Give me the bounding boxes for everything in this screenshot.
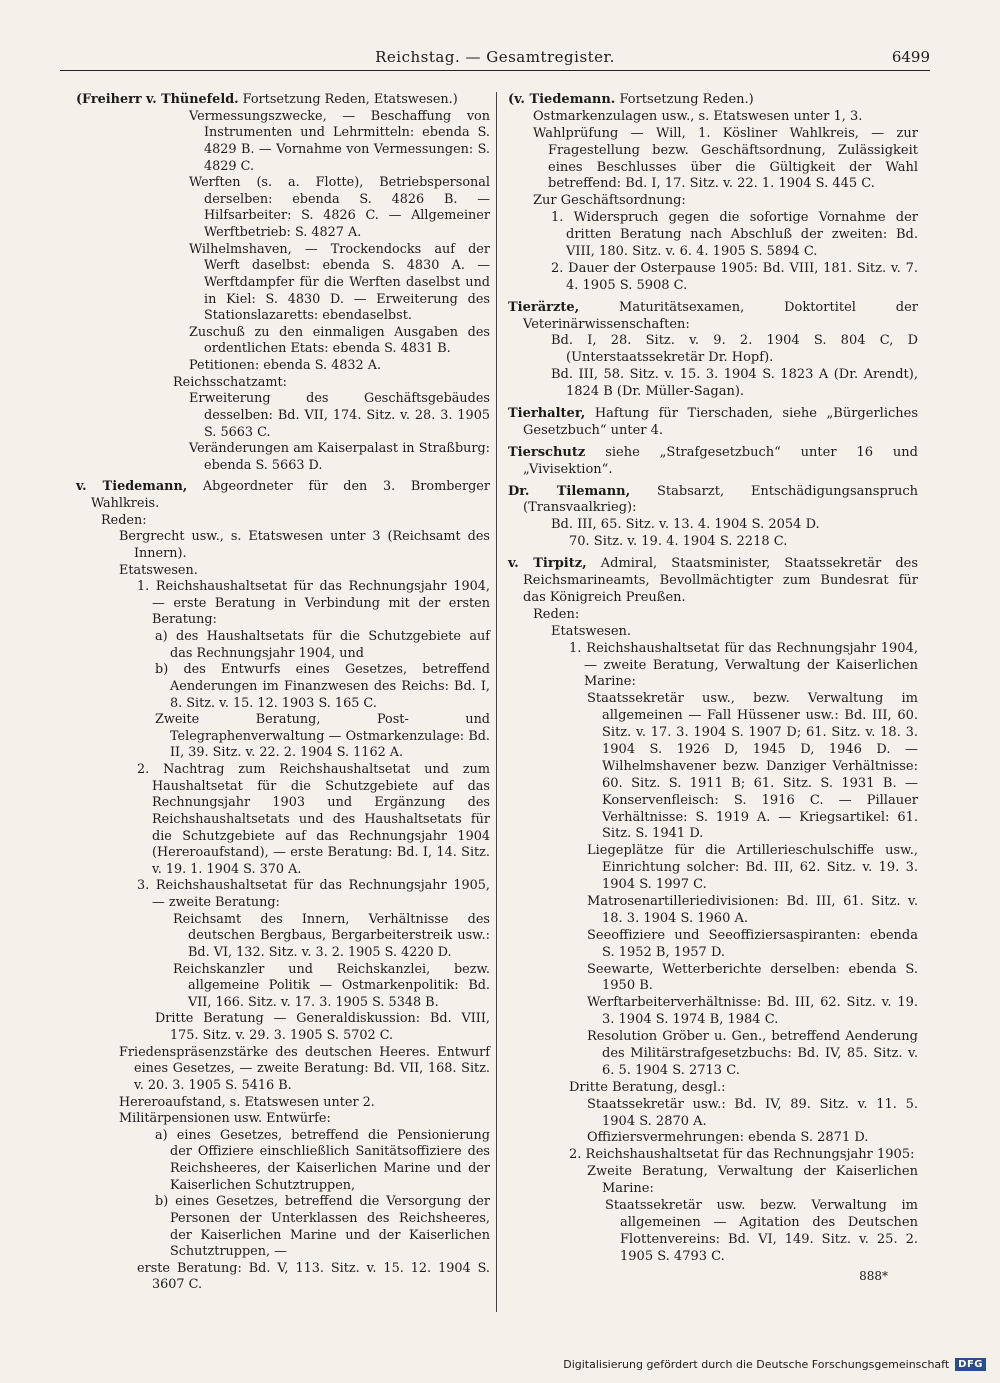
running-title: Reichstag. — Gesamtregister. — [375, 48, 615, 66]
register-subentry — [508, 261, 918, 295]
entry-text: Reden: — [533, 606, 580, 622]
entry-text: 1. Widerspruch gegen die sofortige Vornahme der dritten Beratung nach Abschluß der zweiten: Bd. VIII, 180. Sitz. v. 6. 4. 1905 S. 5894 C. — [551, 210, 918, 260]
entry-text: Dritte Beratung — Generaldiskussion: Bd. VIII, 175. Sitz. v. 29. 3. 1905 S. 5702 C. — [155, 1011, 490, 1043]
entry-text: Veränderungen am Kaiserpalast in Straßburg: ebenda S. 5663 D. — [189, 441, 490, 473]
register-subentry — [508, 126, 918, 194]
entry-text: 3. Reichshaushaltsetat für das Rechnungsjahr 1905, — zweite Beratung: — [137, 878, 490, 910]
entry-text: Staatssekretär usw., bezw. Verwaltung im allgemeinen — Fall Hüssener usw.: Bd. III, 60. Sitz. v. 17. 3. 1904 S. 1907 D; 61. Sitz. v. 18. 3. 1904 S. 1926 D, 1945 D, 1946 D. — Wilhelmshavener bezw. Danziger Verhältnisse: 60. Sitz. S. 1911 B; 61. Sitz. S. 1931 B. — Konservenfleisch: S. 1916 C. — Pillauer Verhältnisse: S. 1919 A. — Kriegsartikel: 61. Sitz. S. 1941 D. — [587, 691, 918, 842]
register-subentry — [76, 1128, 490, 1195]
register-subentry — [508, 1198, 918, 1266]
register-subentry — [76, 878, 490, 911]
column-divider — [496, 92, 497, 1312]
entry-name: (Freiherr v. Thünefeld. — [76, 92, 239, 107]
register-subentry — [76, 513, 490, 530]
register-subentry — [76, 441, 490, 474]
register-entry-heading — [508, 484, 918, 518]
entry-text: 70. Sitz. v. 19. 4. 1904 S. 2218 C. — [569, 534, 788, 550]
entry-text: Zur Geschäftsordnung: — [533, 193, 686, 209]
register-subentry — [76, 242, 490, 325]
register-subentry — [76, 1261, 490, 1294]
entry-text: 1. Reichshaushaltsetat für das Rechnungsjahr 1904, — erste Beratung in Verbindung mit der ersten Beratung: — [137, 579, 490, 628]
entry-text: Liegeplätze für die Artillerieschulschiffe usw., Einrichtung solcher: Bd. III, 62. Sitz. v. 19. 3. 1904 S. 1997 C. — [587, 843, 918, 893]
entry-text: Etatswesen. — [551, 623, 632, 639]
entry-text: Petitionen: ebenda S. 4832 A. — [189, 358, 382, 373]
register-subentry — [508, 193, 918, 210]
entry-text: Reden: — [101, 512, 147, 528]
entry-text: Staatssekretär usw. bezw. Verwaltung im allgemeinen — Agitation des Deutschen Flottenvereins: Bd. VI, 149. Sitz. v. 25. 2. 1905 S. 4793 C. — [605, 1198, 918, 1264]
entry-text: a) des Haushaltsetats für die Schutzgebiete auf das Rechnungsjahr 1904, und — [155, 629, 490, 661]
entry-text: Reichsamt des Innern, Verhältnisse des deutschen Bergbaus, Bergarbeiterstreik usw.: Bd. VI, 132. Sitz. v. 3. 2. 1905 S. 4220 D. — [173, 911, 490, 960]
register-subentry — [76, 629, 490, 662]
register-subentry — [76, 1045, 490, 1095]
funding-note: Digitalisierung gefördert durch die Deutsche Forschungsgemeinschaft — [563, 1358, 950, 1371]
register-subentry — [76, 325, 490, 358]
register-entry-heading — [76, 479, 490, 512]
entry-text: Zweite Beratung, Verwaltung der Kaiserlichen Marine: — [587, 1164, 918, 1197]
entry-name: v. Tirpitz, — [508, 556, 587, 572]
entry-name: Tierschutz — [508, 444, 586, 460]
register-subentry — [76, 712, 490, 762]
header-rule — [60, 70, 930, 71]
register-subentry — [508, 1097, 918, 1131]
register-subentry — [76, 529, 490, 562]
register-subentry — [508, 995, 918, 1029]
register-subentry — [508, 1147, 918, 1164]
register-subentry — [76, 962, 490, 1012]
page-number: 6499 — [891, 48, 930, 66]
entry-text: Reichskanzler und Reichskanzlei, bezw. allgemeine Politik — Ostmarkenpolitik: Bd. VII, 166. Sitz. v. 17. 3. 1905 S. 5348 B. — [173, 961, 490, 1010]
dfg-logo: DFG — [955, 1358, 986, 1371]
entry-text: Friedenspräsenzstärke des deutschen Heeres. Entwurf eines Gesetzes, — zweite Beratung: Bd. VII, 168. Sitz. v. 20. 3. 1905 S. 5416 B. — [119, 1044, 490, 1093]
register-subentry — [508, 534, 918, 551]
entry-text: Offiziersvermehrungen: ebenda S. 2871 D. — [587, 1130, 869, 1146]
entry-text: a) eines Gesetzes, betreffend die Pensionierung der Offiziere einschließlich Sanitätsoffiziere des Reichsheeres, der Kaiserlichen Marine und der Kaiserlichen Schutztruppen, — [155, 1127, 490, 1193]
entry-text: Werftarbeiterverhältnisse: Bd. III, 62. Sitz. v. 19. 3. 1904 S. 1974 B, 1984 C. — [587, 995, 918, 1028]
entry-text: b) des Entwurfs eines Gesetzes, betreffend Aenderungen im Finanzwesen des Reichs: Bd. I, 8. Sitz. v. 15. 12. 1903 S. 165 C. — [155, 662, 490, 711]
entry-text: Matrosenartilleriedivisionen: Bd. III, 61. Sitz. v. 18. 3. 1904 S. 1960 A. — [587, 893, 918, 926]
register-subentry — [508, 894, 918, 928]
entry-name: Tierhalter, — [508, 406, 586, 422]
register-entry-heading — [508, 92, 918, 109]
register-subentry — [508, 641, 918, 692]
entry-name: Tierärzte, — [508, 299, 580, 315]
entry-text: Staatssekretär usw.: Bd. IV, 89. Sitz. v. 11. 5. 1904 S. 2870 A. — [587, 1096, 918, 1129]
register-subentry — [508, 928, 918, 962]
entry-text: Ostmarkenzulagen usw., s. Etatswesen unter 1, 3. — [533, 108, 863, 124]
entry-text: Wilhelmshaven, — Trockendocks auf der Werft daselbst: ebenda S. 4830 A. — Werftdampfer für die Werften daselbst und in Kiel: S. 4830 D. — Erweiterung des Stationslazaretts: ebendaselbst. — [189, 241, 490, 324]
signature-mark: 888* — [859, 1268, 888, 1283]
register-subentry — [76, 391, 490, 441]
entry-name: Dr. Tilemann, — [508, 483, 631, 499]
entry-text: Hereroaufstand, s. Etatswesen unter 2. — [119, 1094, 375, 1110]
entry-text: Fortsetzung Reden.) — [619, 92, 754, 107]
register-subentry — [76, 579, 490, 629]
entry-text: Admiral, Staatsminister, Staatssekretär des Reichsmarineamts, Bevollmächtigter zum Bundesrat für das Königreich Preußen. — [523, 556, 919, 605]
register-subentry — [76, 912, 490, 962]
entry-name: (v. Tiedemann. — [508, 92, 616, 107]
register-subentry — [76, 1095, 490, 1112]
entry-text: 2. Reichshaushaltsetat für das Rechnungsjahr 1905: — [569, 1147, 915, 1163]
register-subentry — [508, 624, 918, 641]
entry-text: Bd. III, 65. Sitz. v. 13. 4. 1904 S. 2054 D. — [551, 517, 820, 533]
register-subentry — [508, 1130, 918, 1147]
entry-name: v. Tiedemann, — [76, 479, 188, 495]
entry-text: siehe „Strafgesetzbuch“ unter 16 und „Vivisektion“. — [523, 444, 918, 477]
register-subentry — [76, 1111, 490, 1128]
entry-text: Abgeordneter für den 3. Bromberger Wahlkreis. — [91, 479, 490, 511]
entry-text: b) eines Gesetzes, betreffend die Versorgung der Personen der Unterklassen des Reichsheeres, der Kaiserlichen Marine und der Kaiserlichen Schutztruppen, — — [155, 1194, 490, 1260]
register-subentry — [508, 1164, 918, 1198]
entry-text: Militärpensionen usw. Entwürfe: — [119, 1111, 331, 1127]
register-subentry — [76, 358, 490, 375]
register-subentry — [508, 333, 918, 367]
register-subentry — [508, 1080, 918, 1097]
register-entry-heading — [508, 556, 918, 607]
entry-text: Resolution Gröber u. Gen., betreffend Aenderung des Militärstrafgesetzbuchs: Bd. IV, 85. Sitz. v. 6. 5. 1904 S. 2713 C. — [587, 1029, 918, 1078]
page-header — [60, 44, 930, 72]
register-subentry — [76, 1194, 490, 1261]
entry-text: Werften (s. a. Flotte), Betriebspersonal derselben: ebenda S. 4826 B. — Hilfsarbeiter: S. 4826 C. — Allgemeiner Werftbetrieb: S. 4827 A. — [189, 175, 490, 240]
footer — [563, 1358, 986, 1371]
entry-text: Bd. III, 58. Sitz. v. 15. 3. 1904 S. 1823 A (Dr. Arendt), 1824 B (Dr. Müller-Sagan). — [551, 367, 918, 400]
right-column — [508, 92, 918, 1284]
entry-text: Bergrecht usw., s. Etatswesen unter 3 (Reichsamt des Innern). — [119, 529, 490, 561]
entry-text: Erweiterung des Geschäftsgebäudes desselben: Bd. VII, 174. Sitz. v. 28. 3. 1905 S. 5663 C. — [189, 391, 490, 440]
entry-text: Haftung für Tierschaden, siehe „Bürgerliches Gesetzbuch“ unter 4. — [523, 406, 918, 438]
entry-text: Reichsschatzamt: — [173, 374, 287, 390]
entry-text: erste Beratung: Bd. V, 113. Sitz. v. 15. 12. 1904 S. 3607 C. — [137, 1260, 490, 1293]
register-subentry — [76, 662, 490, 712]
entry-text: Bd. I, 28. Sitz. v. 9. 2. 1904 S. 804 C, D (Unterstaatssekretär Dr. Hopf). — [551, 333, 918, 366]
entry-text: Dritte Beratung, desgl.: — [569, 1079, 726, 1095]
left-column — [76, 92, 490, 1294]
register-subentry — [508, 843, 918, 894]
register-subentry — [76, 762, 490, 878]
entry-text: 2. Nachtrag zum Reichshaushaltsetat und zum Haushaltsetat für die Schutzgebiete auf das Rechnungsjahr 1903 und Ergänzung des Reichshaushaltsetats und des Haushaltsetats für die Schutzgebiete auf das Rechnungsjahr 1904 (Hereroaufstand), — erste Beratung: Bd. I, 14. Sitz. v. 19. 1. 1904 S. 370 A. — [137, 762, 490, 877]
register-subentry — [76, 1011, 490, 1044]
register-subentry — [508, 517, 918, 534]
entry-text: Zweite Beratung, Post- und Telegraphenverwaltung — Ostmarkenzulage: Bd. II, 39. Sitz. v. 22. 2. 1904 S. 1162 A. — [155, 712, 490, 761]
entry-text: 1. Reichshaushaltsetat für das Rechnungsjahr 1904, — zweite Beratung, Verwaltung der Kaiserlichen Marine: — [569, 640, 918, 690]
register-subentry — [508, 607, 918, 624]
entry-text: Seeoffiziere und Seeoffiziersaspiranten: ebenda S. 1952 B, 1957 D. — [587, 927, 918, 960]
register-subentry — [508, 109, 918, 126]
register-subentry — [508, 367, 918, 401]
entry-text: Etatswesen. — [119, 562, 198, 578]
entry-text: Stabsarzt, Entschädigungsanspruch (Transvaalkrieg): — [523, 483, 918, 516]
register-entry-heading — [76, 92, 490, 109]
entry-text: 2. Dauer der Osterpause 1905: Bd. VIII, 181. Sitz. v. 7. 4. 1905 S. 5908 C. — [551, 260, 918, 293]
entry-text: Vermessungszwecke, — Beschaffung von Instrumenten und Lehrmitteln: ebenda S. 4829 B. — Vornahme von Vermessungen: S. 4829 C. — [189, 108, 490, 174]
register-subentry — [76, 375, 490, 392]
register-subentry — [508, 210, 918, 261]
entry-text: Seewarte, Wetterberichte derselben: ebenda S. 1950 B. — [587, 961, 918, 994]
register-subentry — [76, 563, 490, 580]
register-subentry — [76, 109, 490, 176]
register-subentry — [508, 1029, 918, 1080]
register-subentry — [508, 962, 918, 996]
register-entry-heading — [508, 445, 918, 479]
entry-text: Fortsetzung Reden, Etatswesen.) — [242, 92, 458, 107]
register-entry-heading — [508, 406, 918, 440]
register-subentry — [76, 175, 490, 242]
entry-text: Zuschuß zu den einmaligen Ausgaben des ordentlichen Etats: ebenda S. 4831 B. — [189, 324, 490, 357]
register-entry-heading — [508, 300, 918, 334]
entry-text: Wahlprüfung — Will, 1. Kösliner Wahlkreis, — zur Fragestellung bezw. Geschäftsordnung, Zulässigkeit eines Beschlusses über die Gültigkeit der Wahl betreffend: Bd. I, 17. Sitz. v. 22. 1. 1904 S. 445 C. — [533, 125, 918, 192]
entry-text: Maturitätsexamen, Doktortitel der Veterinärwissenschaften: — [523, 299, 918, 332]
register-subentry — [508, 691, 918, 843]
